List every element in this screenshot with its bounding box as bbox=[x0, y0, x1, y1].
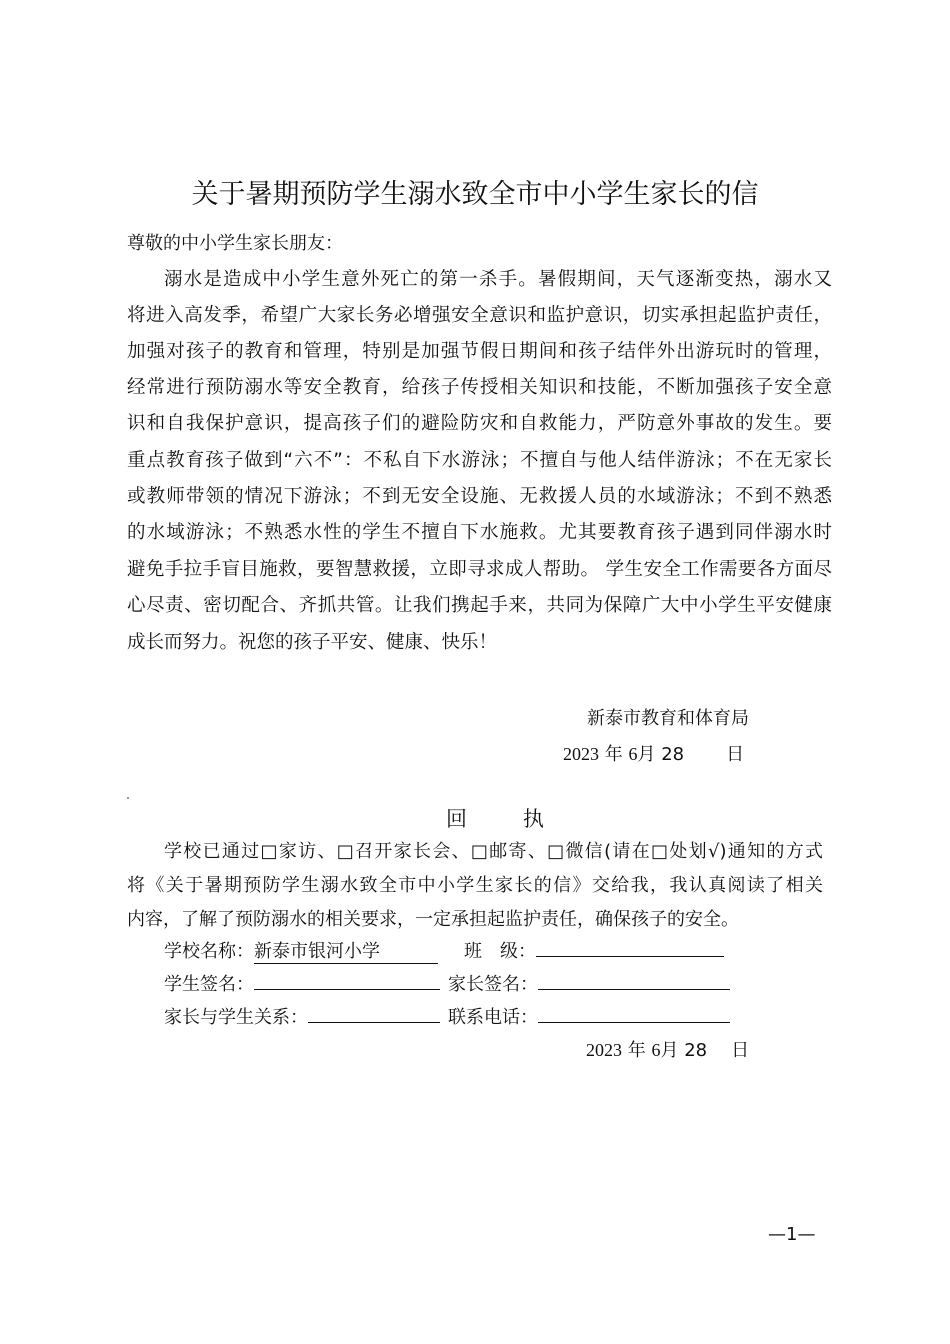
body-line: 避免手拉手盲目施救，要智慧救援，立即寻求成人帮助。 学生安全工作需要各方面尽 bbox=[127, 559, 832, 580]
student-sign-row bbox=[164, 970, 440, 996]
decorative-dot bbox=[127, 797, 129, 799]
school-name-value: 新泰市银河小学 bbox=[254, 937, 438, 964]
receipt-date-month: 6 bbox=[651, 1040, 661, 1060]
body-line: 经常进行预防溺水等安全教育，给孩子传授相关知识和技能，不断加强孩子安全意 bbox=[127, 377, 832, 398]
letter-title: 关于暑期预防学生溺水致全市中小学生家长的信 bbox=[191, 179, 759, 210]
phone-label: 联系电话： bbox=[448, 1007, 538, 1028]
student-sign-field[interactable] bbox=[254, 971, 440, 990]
receipt-title: 回执 bbox=[446, 807, 600, 831]
phone-row bbox=[448, 1003, 730, 1029]
body-line: 重点教育孩子做到“六不”：不私自下水游泳；不擅自与他人结伴游泳；不在无家长 bbox=[127, 450, 832, 471]
date-year: 2023 bbox=[563, 744, 599, 764]
relation-label: 家长与学生关系： bbox=[164, 1007, 308, 1028]
receipt-line: 内容，了解了预防溺水的相关要求，一定承担起监护责任，确保孩子的安全。 bbox=[127, 909, 739, 930]
school-name-label: 学校名称： bbox=[164, 941, 254, 962]
parent-sign-row bbox=[448, 970, 730, 996]
relation-row bbox=[164, 1003, 440, 1029]
student-sign-label: 学生签名： bbox=[164, 974, 254, 995]
body-line: 的水域游泳；不熟悉水性的学生不擅自下水施救。尤其要教育孩子遇到同伴溺水时 bbox=[127, 522, 832, 543]
receipt-date-year-char: 年 bbox=[627, 1040, 646, 1061]
receipt-date-day: 28 bbox=[684, 1040, 708, 1061]
body-line: 识和自我保护意识，提高孩子们的避险防灾和自救能力，严防意外事故的发生。要 bbox=[127, 413, 832, 434]
body-line: 成长而努力。祝您的孩子平安、健康、快乐！ bbox=[127, 632, 498, 653]
class-field[interactable] bbox=[536, 938, 724, 957]
receipt-line: 将《关于暑期预防学生溺水致全市中小学生家长的信》交给我，我认真阅读了相关 bbox=[127, 875, 823, 896]
signature-org: 新泰市教育和体育局 bbox=[587, 708, 749, 729]
receipt-line: 学校已通过□家访、□召开家长会、□邮寄、□微信(请在□处划√)通知的方式 bbox=[164, 841, 823, 862]
body-line: 将进入高发季，希望广大家长务必增强安全意识和监护意识，切实承担起监护责任， bbox=[127, 305, 832, 326]
receipt-date-day-char: 日 bbox=[731, 1040, 750, 1061]
class-row bbox=[464, 937, 724, 963]
school-name-row bbox=[164, 937, 438, 964]
receipt-date bbox=[586, 1036, 749, 1062]
body-line: 溺水是造成中小学生意外死亡的第一杀手。暑假期间，天气逐渐变热，溺水又 bbox=[164, 269, 832, 290]
date-day: 28 bbox=[661, 744, 685, 765]
signature-date bbox=[563, 740, 744, 766]
parent-sign-field[interactable] bbox=[538, 971, 730, 990]
body-line: 加强对孩子的教育和管理，特别是加强节假日期间和孩子结伴外出游玩时的管理， bbox=[127, 341, 832, 362]
date-day-char: 日 bbox=[726, 744, 745, 765]
greeting: 尊敬的中小学生家长朋友： bbox=[127, 233, 343, 254]
parent-sign-label: 家长签名： bbox=[448, 974, 538, 995]
phone-field[interactable] bbox=[538, 1004, 730, 1023]
date-month-char: 月 bbox=[637, 744, 656, 765]
receipt-date-month-char: 月 bbox=[660, 1040, 679, 1061]
body-line: 心尽责、密切配合、齐抓共管。让我们携起手来，共同为保障广大中小学生平安健康 bbox=[127, 595, 832, 616]
body-line: 或教师带领的情况下游泳；不到无安全设施、无救援人员的水域游泳；不到不熟悉 bbox=[127, 486, 832, 507]
date-year-char: 年 bbox=[604, 744, 623, 765]
date-month: 6 bbox=[628, 744, 638, 764]
class-label: 班 级： bbox=[464, 941, 536, 962]
relation-field[interactable] bbox=[308, 1004, 440, 1023]
receipt-date-year: 2023 bbox=[586, 1040, 622, 1060]
page-number: —1— bbox=[768, 1224, 816, 1245]
